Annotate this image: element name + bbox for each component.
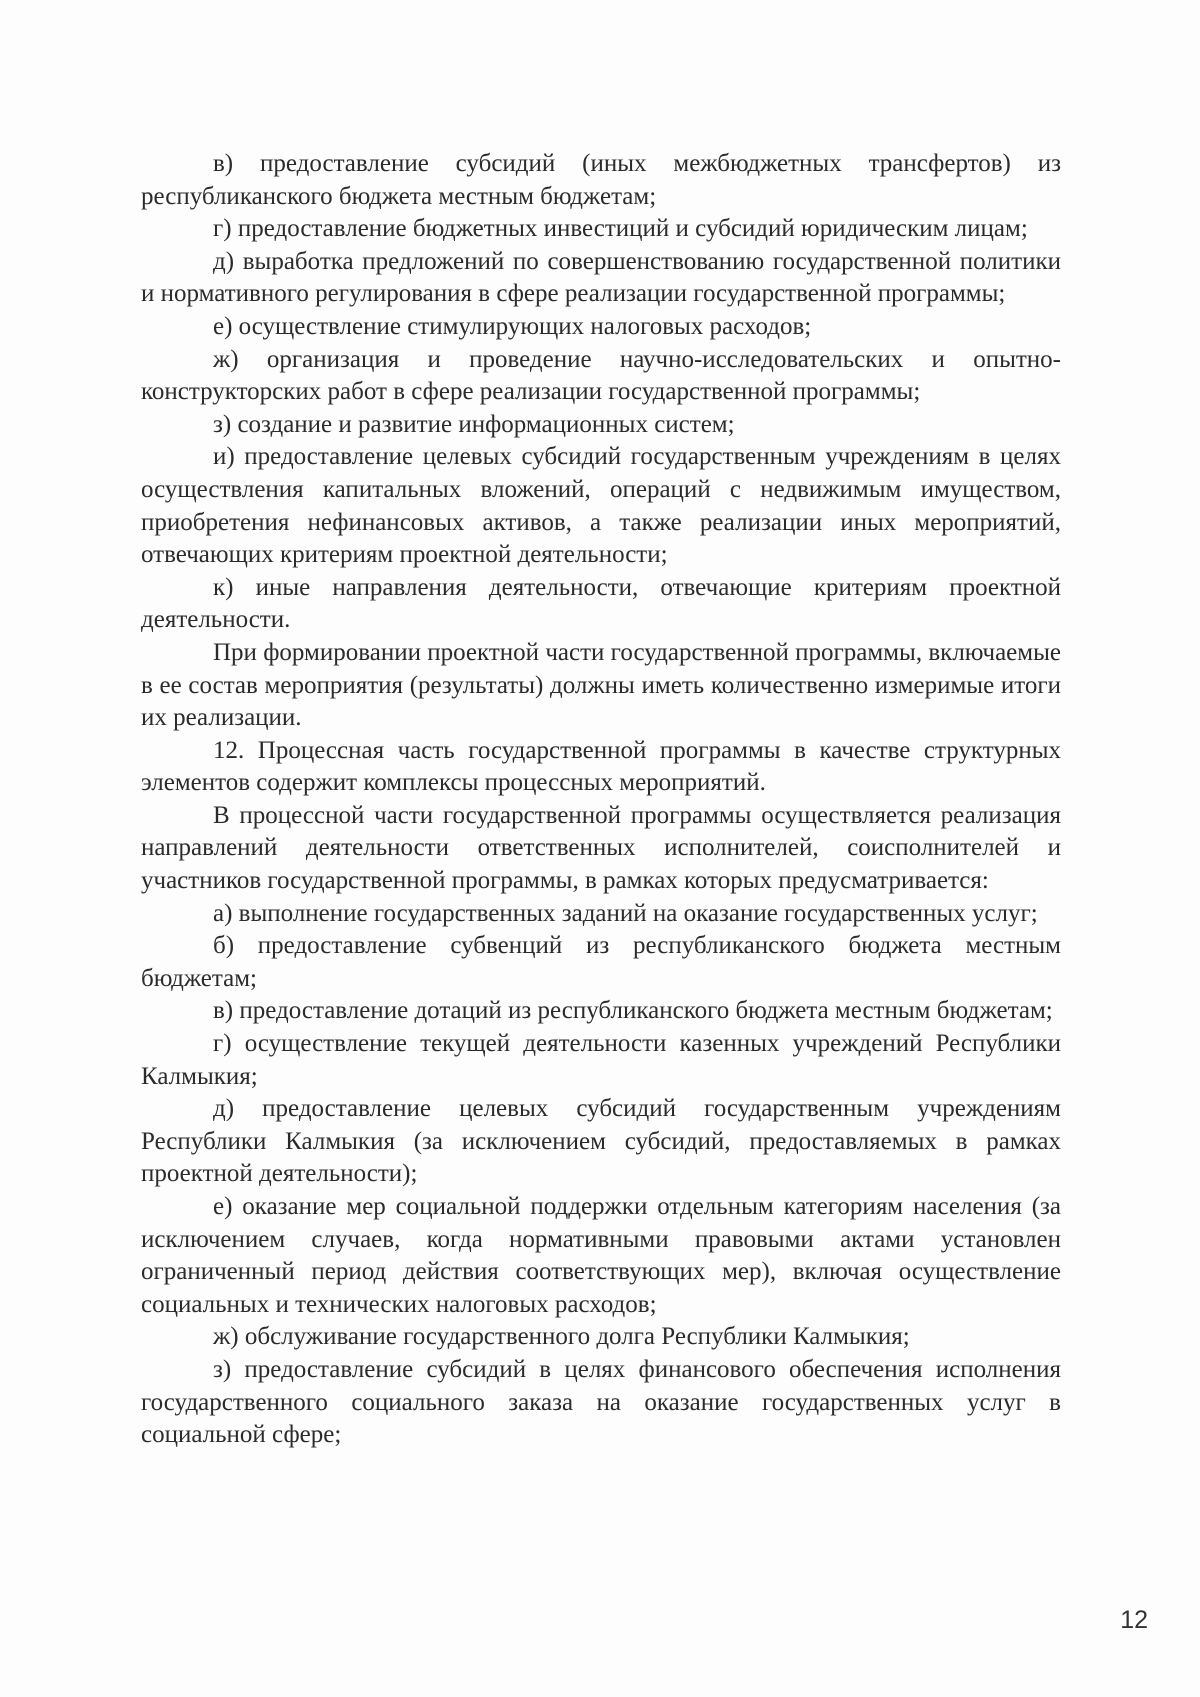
paragraph-item-d: д) выработка предложений по совершенствованию государственной политики и нормативного регулирования в сфере реализации государственной программы; (141, 247, 1061, 308)
paragraph-section-12: 12. Процессная часть государственной программы в качестве структурных элементов содержит комплексы процессных мероприятий. (141, 736, 1061, 797)
paragraph-item-k: к) иные направления деятельности, отвечающие критериям проектной деятельности. (141, 573, 1061, 634)
paragraph-item-zh: ж) организация и проведение научно-исследовательских и опытно-конструкторских работ в сфере реализации государственной программы; (141, 345, 1061, 406)
paragraph-item-g: г) предоставление бюджетных инвестиций и субсидий юридическим лицам; (213, 215, 1028, 243)
paragraph-item-v: в) предоставление субсидий (иных межбюджетных трансфертов) из республиканского бюджета местным бюджетам; (141, 150, 1061, 210)
paragraph-item-e: е) осуществление стимулирующих налоговых расходов; (213, 312, 812, 340)
paragraph-process-item-a: а) выполнение государственных заданий на оказание государственных услуг; (213, 899, 1038, 927)
paragraph-item-z: з) создание и развитие информационных систем; (213, 410, 735, 438)
paragraph-project-part-note: При формировании проектной части государственной программы, включаемые в ее состав мероприятия (результаты) должны иметь количественно измеримые итоги их реализации. (141, 638, 1061, 732)
paragraph-process-item-b: б) предоставление субвенций из республиканского бюджета местным бюджетам; (141, 932, 1061, 992)
paragraph-process-item-v: в) предоставление дотаций из республиканского бюджета местным бюджетам; (213, 997, 1053, 1025)
paragraph-process-item-d: д) предоставление целевых субсидий государственным учреждениям Республики Калмыкия (за исключением субсидий, предоставляемых в рамках проектной деятельности); (141, 1095, 1061, 1188)
paragraph-process-item-zh: ж) обслуживание государственного долга Республики Калмыкия; (213, 1323, 910, 1351)
paragraph-process-item-e: е) оказание мер социальной поддержки отдельным категориям населения (за исключением случаев, когда нормативными правовыми актами установлен ограниченный период действия соответствующих мер), включая осуществление социальных и технических налоговых расходов; (141, 1193, 1061, 1318)
page-number: 12 (1120, 1606, 1148, 1634)
document-body (141, 148, 1061, 1452)
paragraph-process-item-z: з) предоставление субсидий в целях финансового обеспечения исполнения государственного социального заказа на оказание государственных услуг в социальной сфере; (141, 1355, 1061, 1449)
paragraph-process-item-g: г) осуществление текущей деятельности казенных учреждений Республики Калмыкия; (141, 1030, 1061, 1090)
paragraph-item-i: и) предоставление целевых субсидий государственным учреждениям в целях осуществления капитальных вложений, операций с недвижимым имуществом, приобретения нефинансовых активов, а также реализации иных мероприятий, отвечающих критериям проектной деятельности; (141, 443, 1061, 569)
paragraph-process-part-intro: В процессной части государственной программы осуществляется реализация направлений деятельности ответственных исполнителей, соисполнителей и участников государственной программы, в рамках которых предусматривается: (141, 801, 1061, 895)
